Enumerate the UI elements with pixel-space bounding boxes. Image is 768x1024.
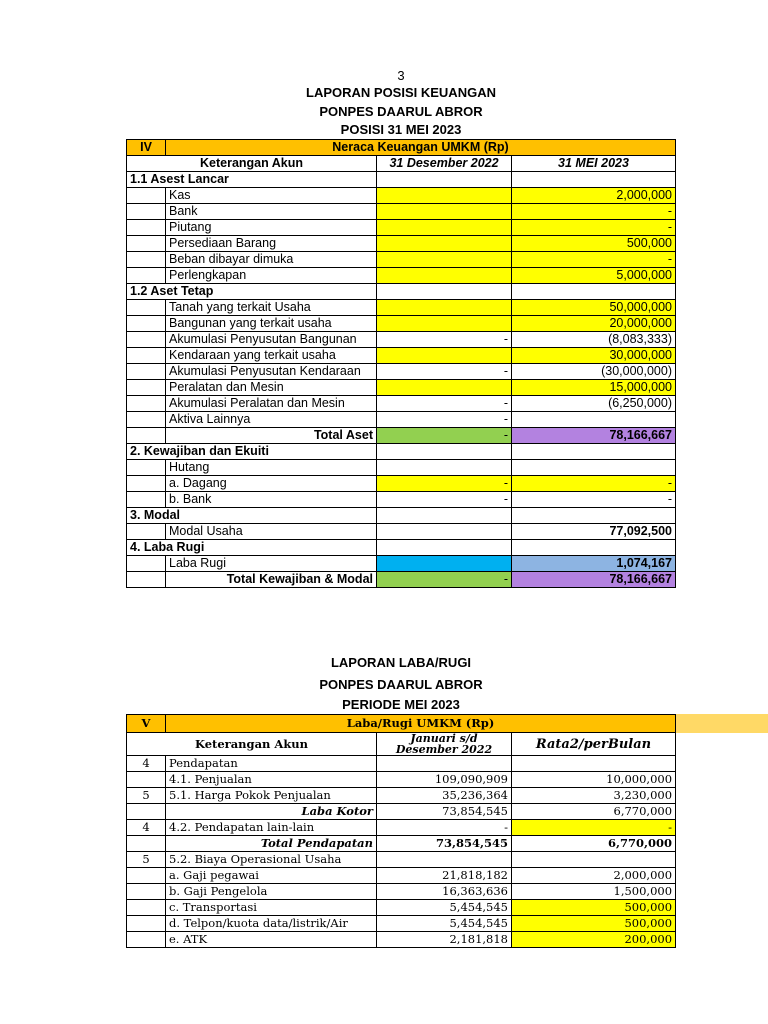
header-fill-extension (675, 714, 768, 733)
row-label: Kas (166, 188, 377, 204)
row-value: (8,083,333) (512, 332, 676, 348)
table-row (127, 300, 676, 316)
col-2022: 31 Desember 2022 (377, 156, 512, 172)
modal-label: Modal Usaha (166, 524, 377, 540)
total-pendapatan-v1: 73,854,545 (377, 836, 512, 852)
table-row (127, 220, 676, 236)
total-aset-2023: 78,166,667 (512, 428, 676, 444)
income-header: Laba/Rugi UMKM (Rp) (166, 715, 676, 733)
table-row: 4.1. Penjualan 109,090,909 10,000,000 (127, 772, 676, 788)
income-statement-table: V Laba/Rugi UMKM (Rp) Keterangan Akun Januari s/d Desember 2022 Rata2/perBulan 4 Pendapatan 4.1. Penjualan 109,090,909 10,000,000 5 5.1. Harga Pokok Penjualan 35,236,364 3,230,000 Laba Kotor 73,854,545 6,770,000 4 4.2. Pendapatan lain-lain - - Total Pendapatan 73,854,545 6,770,000 5 5.2. Biaya Operasional Usaha a. Gaji pegawai 21,818,182 2,000,000 b. Gaji Pengelola 16,363,636 1,500,000 c. Transportasi 5,454,545 500,000 d. Telpon/kuota data/listrik/Air 5,454,545 500,000 e. ATK 2,181,818 200,000 (126, 714, 676, 948)
row-value: 15,000,000 (512, 380, 676, 396)
row-value: - (512, 220, 676, 236)
total-km-2022: - (377, 572, 512, 588)
table-row: e. ATK 2,181,818 200,000 (127, 932, 676, 948)
bank-2023: - (512, 492, 676, 508)
total-pendapatan-v2: 6,770,000 (512, 836, 676, 852)
col-desc: Keterangan Akun (127, 156, 377, 172)
income-title-1: LAPORAN LABA/RUGI (330, 655, 472, 670)
bank-2022: - (377, 492, 512, 508)
laba-kotor-v2: 6,770,000 (512, 804, 676, 820)
opex-label: 5.2. Biaya Operasional Usaha (166, 852, 377, 868)
table-row (127, 348, 676, 364)
table-row (127, 188, 676, 204)
row-value: (6,250,000) (512, 396, 676, 412)
balance-header: Neraca Keuangan UMKM (Rp) (166, 140, 676, 156)
income-col-avg: Rata2/perBulan (512, 733, 676, 756)
row-value: (30,000,000) (512, 364, 676, 380)
row-label: Beban dibayar dimuka (166, 252, 377, 268)
total-km-2023: 78,166,667 (512, 572, 676, 588)
table-row: Aktiva Lainnya - (127, 412, 676, 428)
table-row (127, 204, 676, 220)
laba-2023: 1,074,167 (512, 556, 676, 572)
modal-2023: 77,092,500 (512, 524, 676, 540)
row-label: Bank (166, 204, 377, 220)
row-label: Peralatan dan Mesin (166, 380, 377, 396)
row-value: 20,000,000 (512, 316, 676, 332)
total-km-label: Total Kewajiban & Modal (166, 572, 377, 588)
row-label: Akumulasi Penyusutan Bangunan (166, 332, 377, 348)
row-label: Piutang (166, 220, 377, 236)
row-value: 2,000,000 (512, 188, 676, 204)
other-income-label: 4.2. Pendapatan lain-lain (166, 820, 377, 836)
row-label: Akumulasi Peralatan dan Mesin (166, 396, 377, 412)
laba-kotor-v1: 73,854,545 (377, 804, 512, 820)
table-row: Akumulasi Penyusutan Kendaraan - (30,000,000) (127, 364, 676, 380)
balance-title-2: PONPES DAARUL ABROR (319, 104, 483, 119)
income-roman: V (127, 715, 166, 733)
laba-kotor-label: Laba Kotor (166, 804, 377, 820)
table-row: c. Transportasi 5,454,545 500,000 (127, 900, 676, 916)
other-income-v1: - (377, 820, 512, 836)
income-title-3: PERIODE MEI 2023 (342, 697, 460, 712)
section-fixed-assets: 1.2 Aset Tetap (127, 284, 377, 300)
table-row: b. Gaji Pengelola 16,363,636 1,500,000 (127, 884, 676, 900)
col-2023: 31 MEI 2023 (512, 156, 676, 172)
other-income-v2: - (512, 820, 676, 836)
table-row (127, 268, 676, 284)
row-label: Bangunan yang terkait usaha (166, 316, 377, 332)
row-label: Perlengkapan (166, 268, 377, 284)
bank-label: b. Bank (166, 492, 377, 508)
dagang-label: a. Dagang (166, 476, 377, 492)
row-value: - (512, 204, 676, 220)
balance-title-1: LAPORAN POSISI KEUANGAN (306, 85, 496, 100)
balance-roman: IV (127, 140, 166, 156)
table-row: 4 Pendapatan (127, 756, 676, 772)
dagang-2022: - (377, 476, 512, 492)
table-row (127, 236, 676, 252)
row-label: Kendaraan yang terkait usaha (166, 348, 377, 364)
table-row (127, 316, 676, 332)
total-pendapatan-label: Total Pendapatan (166, 836, 377, 852)
dagang-2023: - (512, 476, 676, 492)
balance-sheet-table (126, 139, 676, 588)
balance-title-3: POSISI 31 MEI 2023 (340, 122, 462, 137)
hutang-label: Hutang (166, 460, 377, 476)
row-label: Akumulasi Penyusutan Kendaraan (166, 364, 377, 380)
total-aset-2022: - (377, 428, 512, 444)
table-row: Akumulasi Peralatan dan Mesin - (6,250,000) (127, 396, 676, 412)
row-value: - (512, 252, 676, 268)
income-col-2022: Januari s/d Desember 2022 (377, 733, 512, 756)
table-row (127, 252, 676, 268)
income-title-2: PONPES DAARUL ABROR (319, 677, 483, 692)
page-number: 3 (397, 68, 405, 83)
section-current-assets: 1.1 Asest Lancar (127, 172, 377, 188)
laba-label: Laba Rugi (166, 556, 377, 572)
row-label: Aktiva Lainnya (166, 412, 377, 428)
row-value (512, 412, 676, 428)
table-row: d. Telpon/kuota data/listrik/Air 5,454,545 500,000 (127, 916, 676, 932)
row-value: 5,000,000 (512, 268, 676, 284)
table-row (127, 380, 676, 396)
income-col-desc: Keterangan Akun (127, 733, 377, 756)
table-row: a. Gaji pegawai 21,818,182 2,000,000 (127, 868, 676, 884)
row-value: 50,000,000 (512, 300, 676, 316)
total-aset-label: Total Aset (166, 428, 377, 444)
section-liabilities: 2. Kewajiban dan Ekuiti (127, 444, 377, 460)
row-value: 30,000,000 (512, 348, 676, 364)
section-laba-rugi: 4. Laba Rugi (127, 540, 377, 556)
section-modal: 3. Modal (127, 508, 377, 524)
row-label: Tanah yang terkait Usaha (166, 300, 377, 316)
row-label: Persediaan Barang (166, 236, 377, 252)
row-value: 500,000 (512, 236, 676, 252)
table-row: Akumulasi Penyusutan Bangunan - (8,083,333) (127, 332, 676, 348)
table-row: 5 5.1. Harga Pokok Penjualan 35,236,364 3,230,000 (127, 788, 676, 804)
